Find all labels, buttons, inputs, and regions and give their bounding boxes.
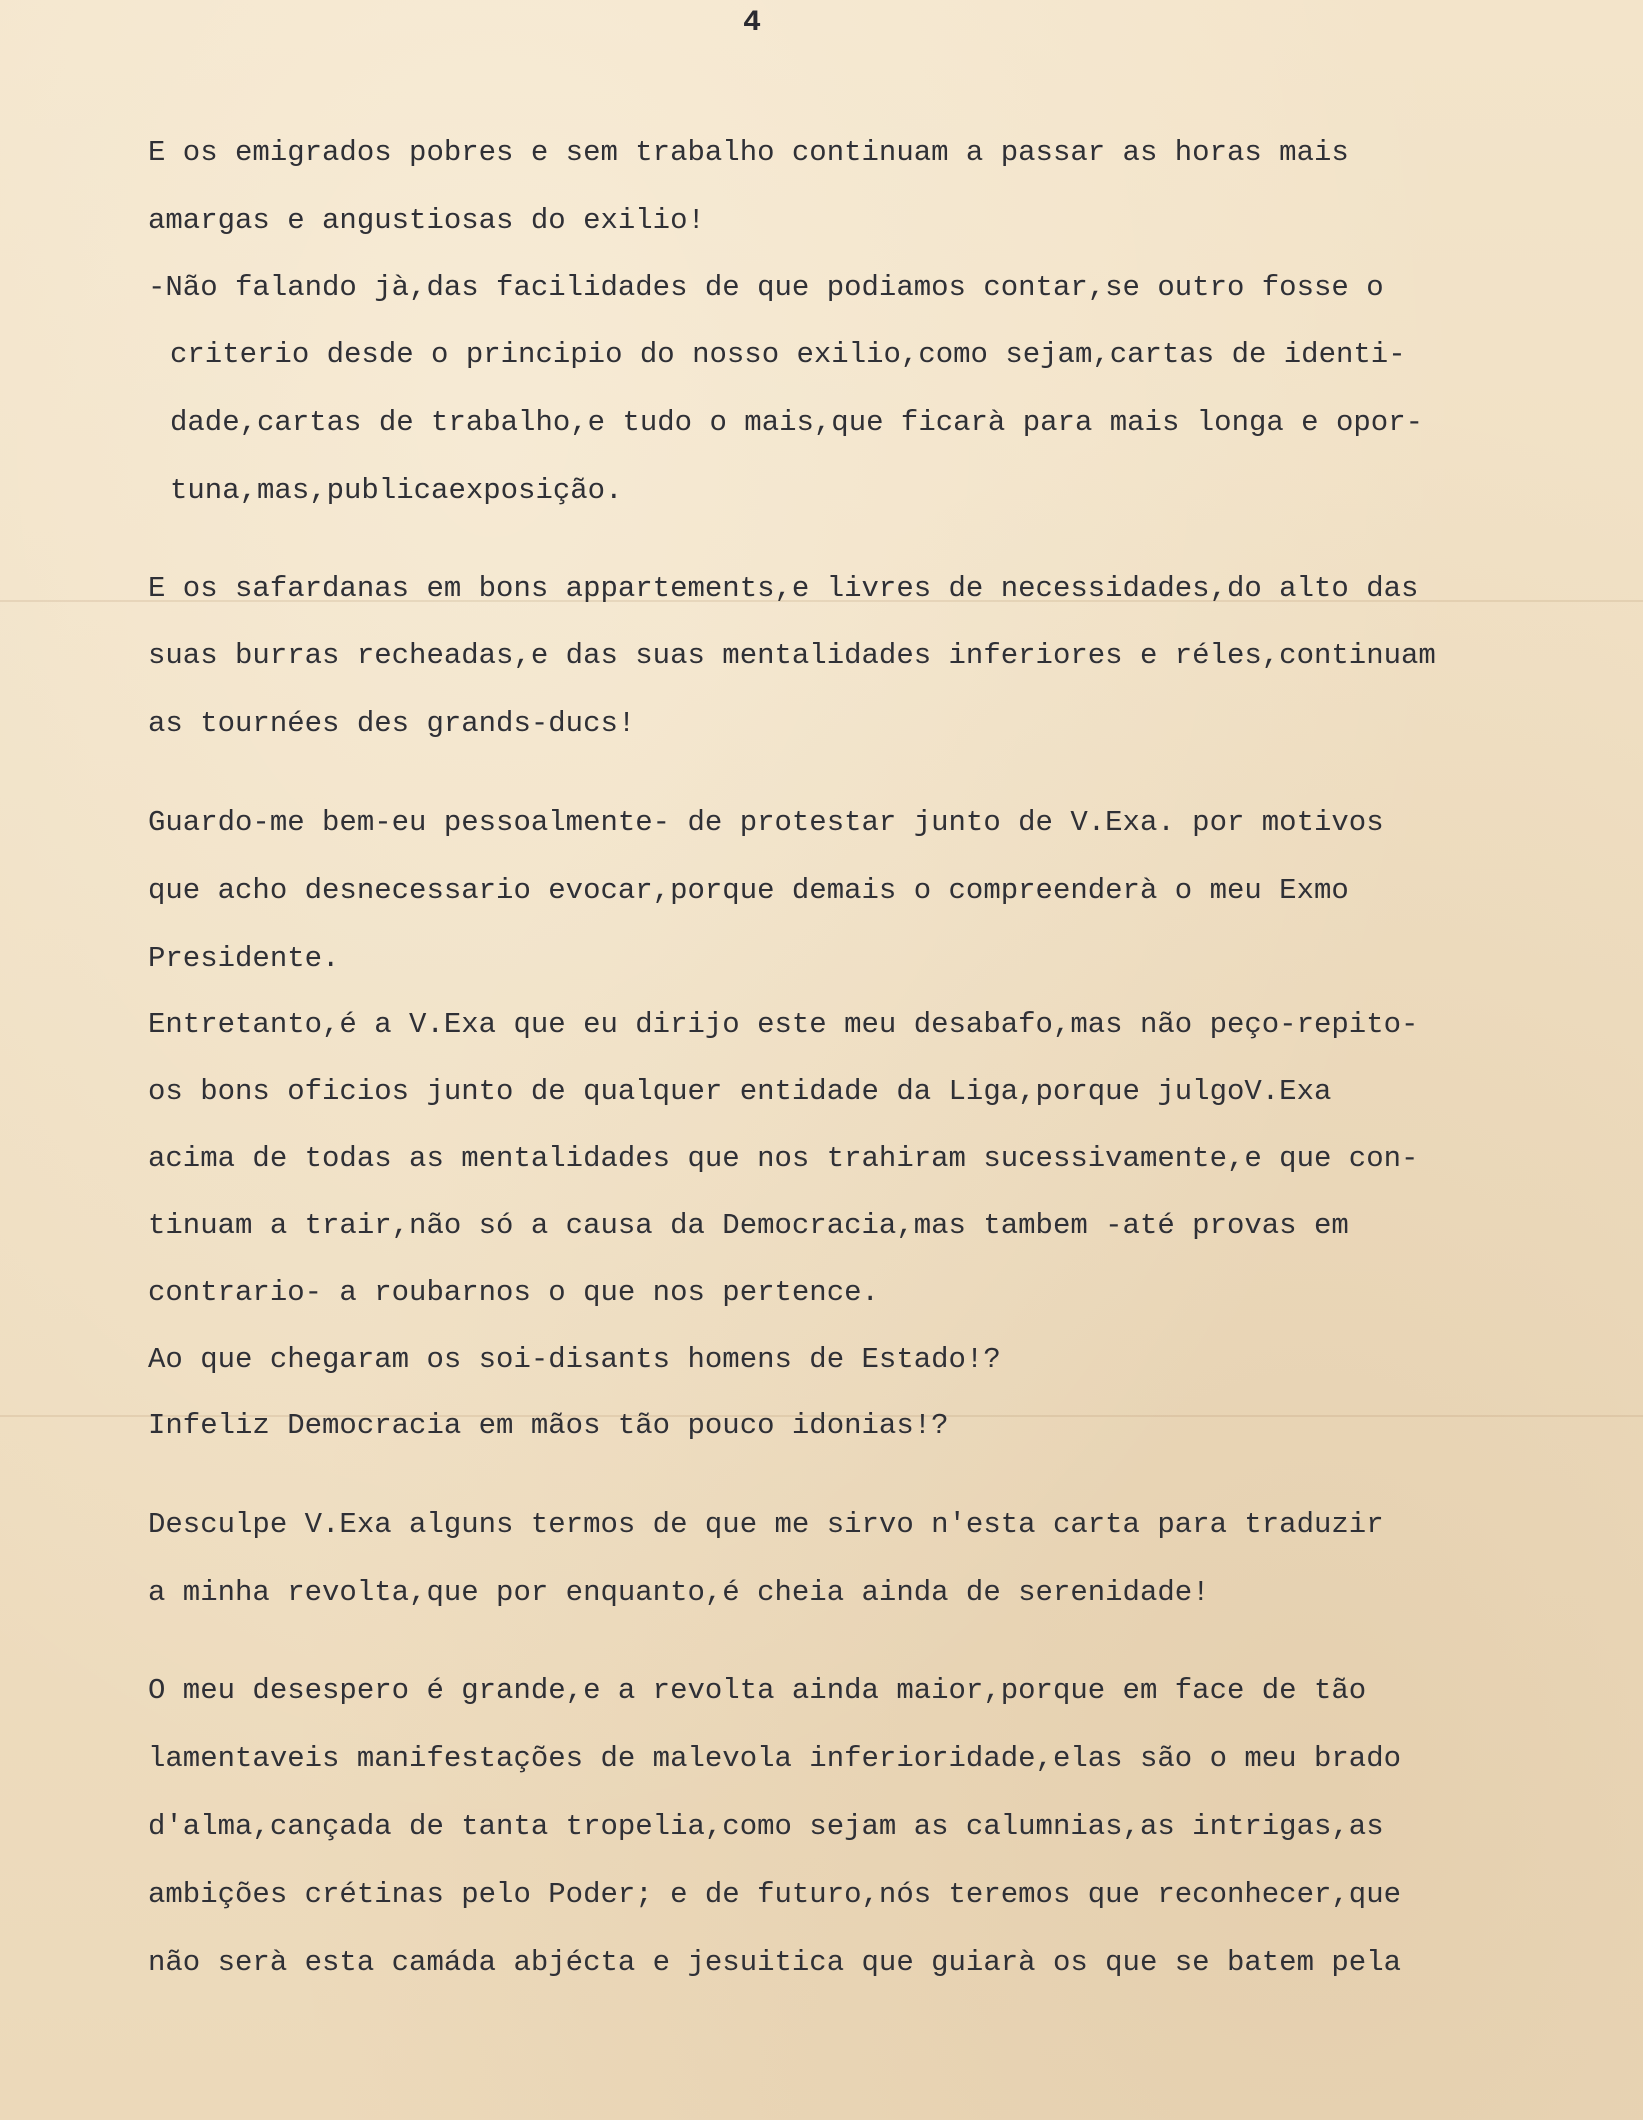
text-line: acima de todas as mentalidades que nos trahiram sucessivamente,e que con-	[148, 1142, 1419, 1175]
text-line: lamentaveis manifestações de malevola inferioridade,elas são o meu brado	[148, 1742, 1402, 1775]
text-line: d'alma,cançada de tanta tropelia,como sejam as calumnias,as intrigas,as	[148, 1810, 1384, 1843]
text-line: -Não falando jà,das facilidades de que podiamos contar,se outro fosse o	[148, 271, 1384, 304]
text-line: as tournées des grands-ducs!	[148, 707, 636, 740]
text-line: Entretanto,é a V.Exa que eu dirijo este meu desabafo,mas não peço-repito-	[148, 1008, 1419, 1041]
text-line: Guardo-me bem-eu pessoalmente- de protestar junto de V.Exa. por motivos	[148, 806, 1384, 839]
text-line: que acho desnecessario evocar,porque demais o compreenderà o meu Exmo	[148, 874, 1349, 907]
text-line: suas burras recheadas,e das suas mentalidades inferiores e réles,continuam	[148, 639, 1436, 672]
text-line: amargas e angustiosas do exilio!	[148, 204, 705, 237]
text-line: ambições crétinas pelo Poder; e de futuro,nós teremos que reconhecer,que	[148, 1878, 1402, 1911]
text-line: tinuam a trair,não só a causa da Democracia,mas tambem -até provas em	[148, 1209, 1349, 1242]
text-line: a minha revolta,que por enquanto,é cheia ainda de serenidade!	[148, 1576, 1210, 1609]
text-line: dade,cartas de trabalho,e tudo o mais,que ficarà para mais longa e opor-	[170, 406, 1424, 439]
text-line: não serà esta camáda abjécta e jesuitica que guiarà os que se batem pela	[148, 1946, 1402, 1979]
page-number: 4	[743, 6, 762, 40]
text-line: Infeliz Democracia em mãos tão pouco idonias!?	[148, 1409, 949, 1442]
text-line: O meu desespero é grande,e a revolta ainda maior,porque em face de tão	[148, 1674, 1367, 1707]
text-line: E os emigrados pobres e sem trabalho continuam a passar as horas mais	[148, 136, 1349, 169]
text-line: criterio desde o principio do nosso exilio,como sejam,cartas de identi-	[170, 338, 1406, 371]
text-line: E os safardanas em bons appartements,e livres de necessidades,do alto das	[148, 572, 1419, 605]
text-line: Ao que chegaram os soi-disants homens de Estado!?	[148, 1343, 1001, 1376]
text-line: os bons oficios junto de qualquer entidade da Liga,porque julgoV.Exa	[148, 1075, 1332, 1108]
text-line: Desculpe V.Exa alguns termos de que me sirvo n'esta carta para traduzir	[148, 1508, 1384, 1541]
text-line: contrario- a roubarnos o que nos pertence.	[148, 1276, 879, 1309]
text-line: Presidente.	[148, 942, 340, 975]
text-line: tuna,mas,publicaexposição.	[170, 474, 623, 507]
